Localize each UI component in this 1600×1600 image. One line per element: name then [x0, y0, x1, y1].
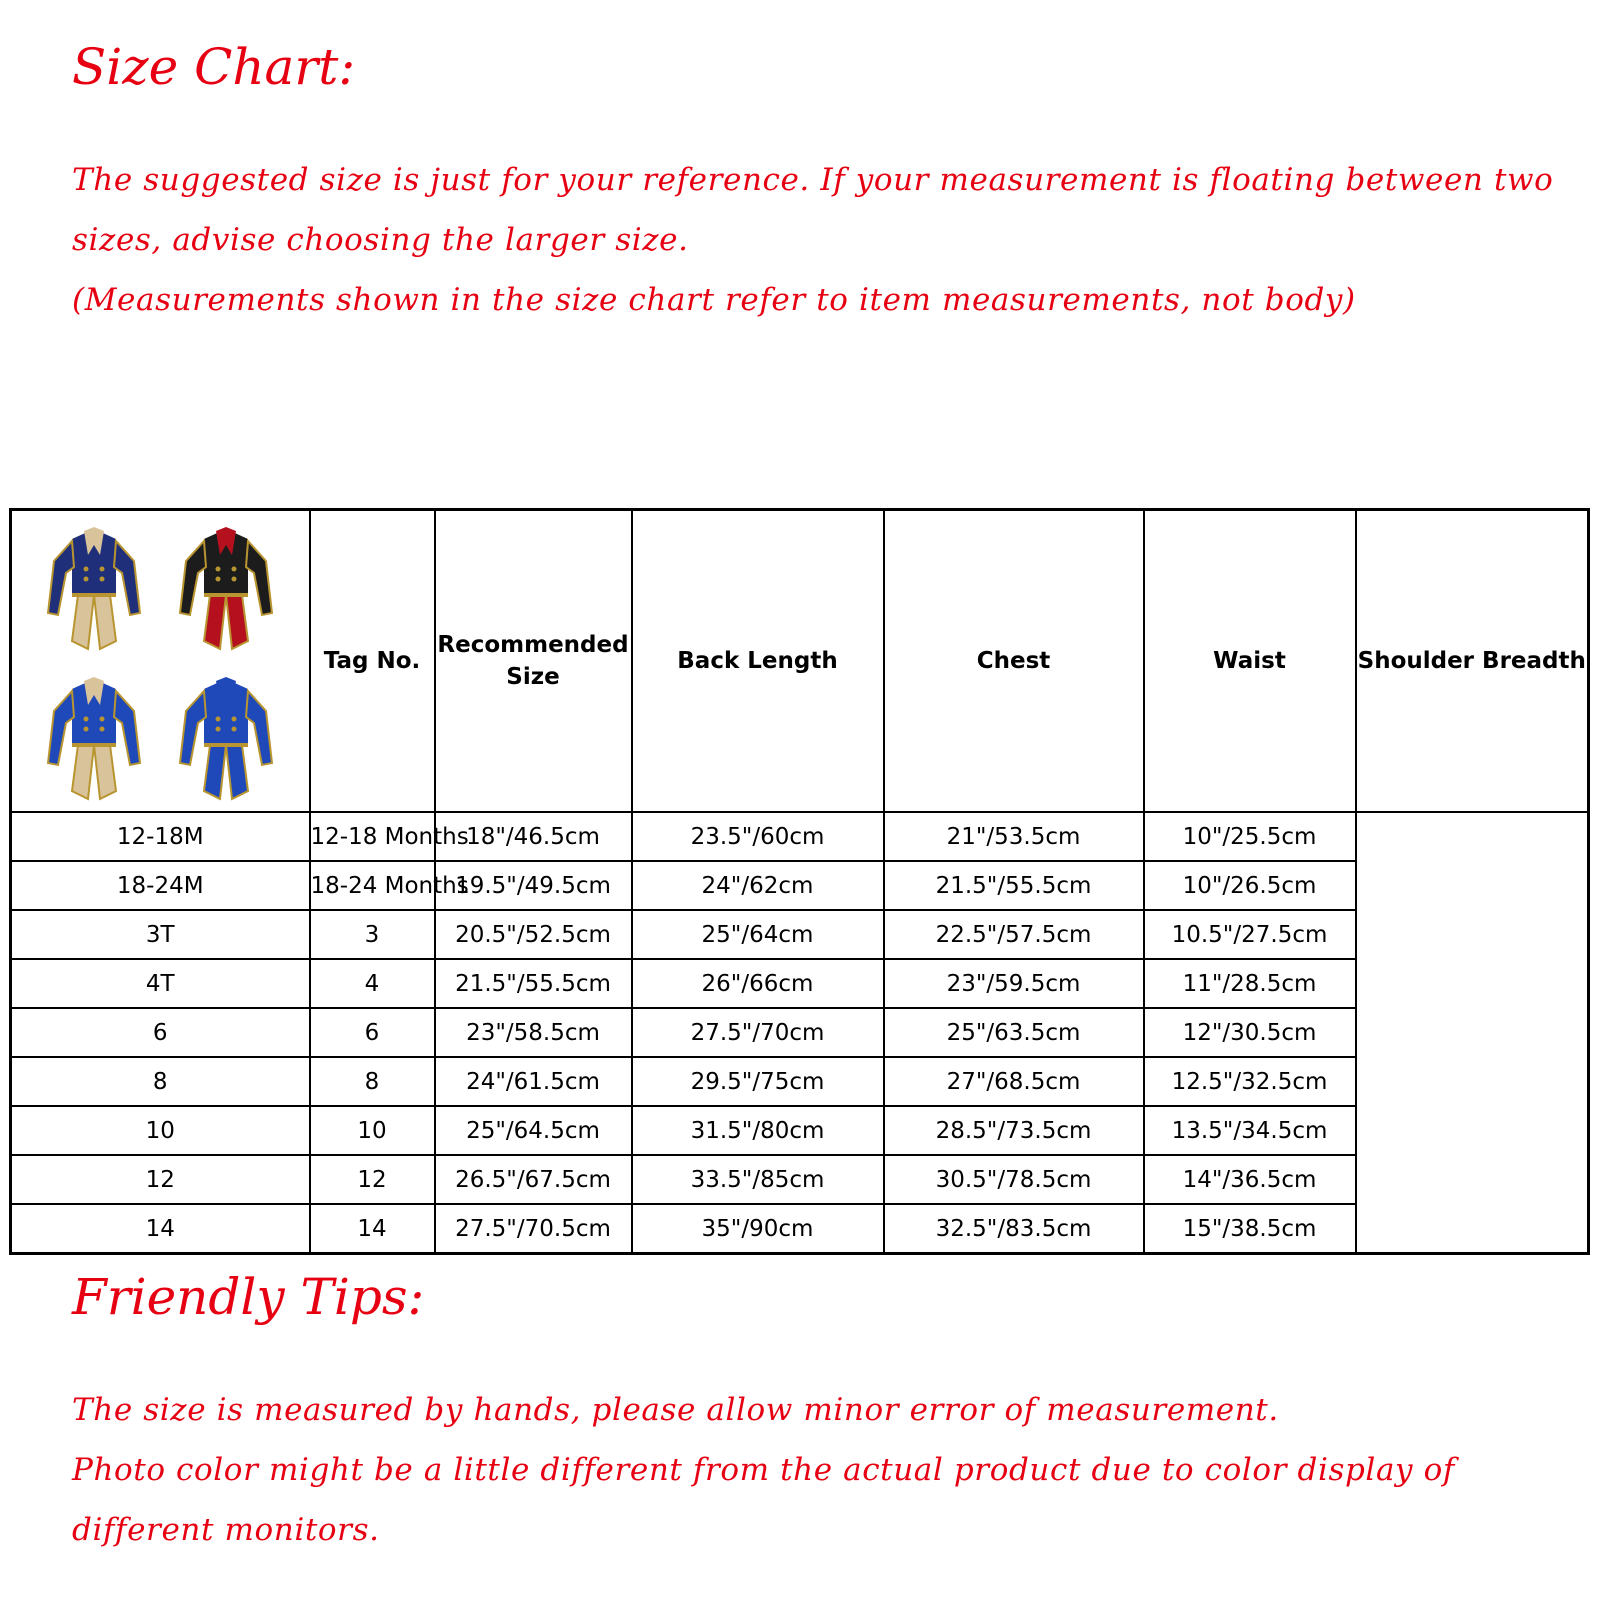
friendly-tips-heading: Friendly Tips: [72, 1268, 425, 1326]
column-header-shoulder-breadth: Shoulder Breadth [1356, 510, 1589, 813]
friendly-tips-notes [72, 1380, 1572, 1560]
cell-waist: 30.5"/78.5cm [884, 1155, 1144, 1204]
cell-waist: 21"/53.5cm [884, 812, 1144, 861]
table-header-row [11, 510, 1589, 813]
cell-recommended-size: 8 [310, 1057, 435, 1106]
cell-back-length: 23"/58.5cm [435, 1008, 632, 1057]
column-header-tag-no: Tag No. [310, 510, 435, 813]
cell-tag-no: 12-18M [11, 812, 310, 861]
tip-line: different monitors. [72, 1512, 380, 1548]
cell-chest: 27.5"/70cm [632, 1008, 884, 1057]
cell-back-length: 19.5"/49.5cm [435, 861, 632, 910]
cell-recommended-size: 4 [310, 959, 435, 1008]
cell-tag-no: 3T [11, 910, 310, 959]
cell-back-length: 18"/46.5cm [435, 812, 632, 861]
cell-tag-no: 10 [11, 1106, 310, 1155]
cell-chest: 23.5"/60cm [632, 812, 884, 861]
size-chart-notes [72, 150, 1572, 330]
table-row [11, 1155, 1589, 1204]
table-row [11, 861, 1589, 910]
size-note-line: (Measurements shown in the size chart refer to item measurements, not body) [72, 282, 1356, 318]
column-header-back-length: Back Length [632, 510, 884, 813]
cell-recommended-size: 14 [310, 1204, 435, 1254]
cell-waist: 27"/68.5cm [884, 1057, 1144, 1106]
product-photo-cell [11, 510, 310, 813]
size-table [9, 508, 1590, 1255]
cell-chest: 26"/66cm [632, 959, 884, 1008]
table-row [11, 1057, 1589, 1106]
jacket-variant-icon [48, 527, 140, 649]
tip-line: The size is measured by hands, please allow minor error of measurement. [72, 1392, 1279, 1428]
size-note-line: The suggested size is just for your reference. If your measurement is floating between two [72, 162, 1554, 198]
column-header-recommended-size: Recommended Size [435, 510, 632, 813]
cell-waist: 32.5"/83.5cm [884, 1204, 1144, 1254]
tailcoat-jacket-icon [32, 511, 292, 811]
table-row [11, 1106, 1589, 1155]
cell-waist: 22.5"/57.5cm [884, 910, 1144, 959]
cell-recommended-size: 18-24 Months [310, 861, 435, 910]
cell-shoulder-breadth: 10"/25.5cm [1144, 812, 1356, 861]
cell-tag-no: 8 [11, 1057, 310, 1106]
cell-tag-no: 14 [11, 1204, 310, 1254]
cell-waist: 21.5"/55.5cm [884, 861, 1144, 910]
cell-shoulder-breadth: 11"/28.5cm [1144, 959, 1356, 1008]
cell-back-length: 21.5"/55.5cm [435, 959, 632, 1008]
cell-shoulder-breadth: 10"/26.5cm [1144, 861, 1356, 910]
cell-waist: 28.5"/73.5cm [884, 1106, 1144, 1155]
cell-waist: 25"/63.5cm [884, 1008, 1144, 1057]
jacket-variant-icon [180, 677, 272, 799]
cell-shoulder-breadth: 14"/36.5cm [1144, 1155, 1356, 1204]
cell-chest: 31.5"/80cm [632, 1106, 884, 1155]
cell-shoulder-breadth: 13.5"/34.5cm [1144, 1106, 1356, 1155]
column-header-chest: Chest [884, 510, 1144, 813]
size-chart-heading: Size Chart: [72, 38, 356, 96]
cell-shoulder-breadth: 12"/30.5cm [1144, 1008, 1356, 1057]
cell-chest: 35"/90cm [632, 1204, 884, 1254]
jacket-variant-icon [48, 677, 140, 799]
tip-line: Photo color might be a little different from the actual product due to color display of [72, 1452, 1455, 1488]
cell-tag-no: 6 [11, 1008, 310, 1057]
cell-chest: 29.5"/75cm [632, 1057, 884, 1106]
cell-shoulder-breadth: 12.5"/32.5cm [1144, 1057, 1356, 1106]
cell-waist: 23"/59.5cm [884, 959, 1144, 1008]
table-row [11, 812, 1589, 861]
cell-back-length: 25"/64.5cm [435, 1106, 632, 1155]
column-header-waist: Waist [1144, 510, 1356, 813]
cell-back-length: 27.5"/70.5cm [435, 1204, 632, 1254]
cell-shoulder-breadth: 10.5"/27.5cm [1144, 910, 1356, 959]
cell-chest: 24"/62cm [632, 861, 884, 910]
size-note-line: sizes, advise choosing the larger size. [72, 222, 689, 258]
table-row [11, 1204, 1589, 1254]
jacket-variant-icon [180, 527, 272, 649]
table-row [11, 1008, 1589, 1057]
cell-tag-no: 12 [11, 1155, 310, 1204]
cell-recommended-size: 3 [310, 910, 435, 959]
cell-chest: 33.5"/85cm [632, 1155, 884, 1204]
cell-back-length: 20.5"/52.5cm [435, 910, 632, 959]
cell-recommended-size: 6 [310, 1008, 435, 1057]
cell-recommended-size: 12 [310, 1155, 435, 1204]
cell-tag-no: 18-24M [11, 861, 310, 910]
cell-recommended-size: 12-18 Months [310, 812, 435, 861]
cell-tag-no: 4T [11, 959, 310, 1008]
cell-back-length: 26.5"/67.5cm [435, 1155, 632, 1204]
table-row [11, 959, 1589, 1008]
cell-chest: 25"/64cm [632, 910, 884, 959]
table-row [11, 910, 1589, 959]
cell-shoulder-breadth: 15"/38.5cm [1144, 1204, 1356, 1254]
cell-recommended-size: 10 [310, 1106, 435, 1155]
cell-back-length: 24"/61.5cm [435, 1057, 632, 1106]
